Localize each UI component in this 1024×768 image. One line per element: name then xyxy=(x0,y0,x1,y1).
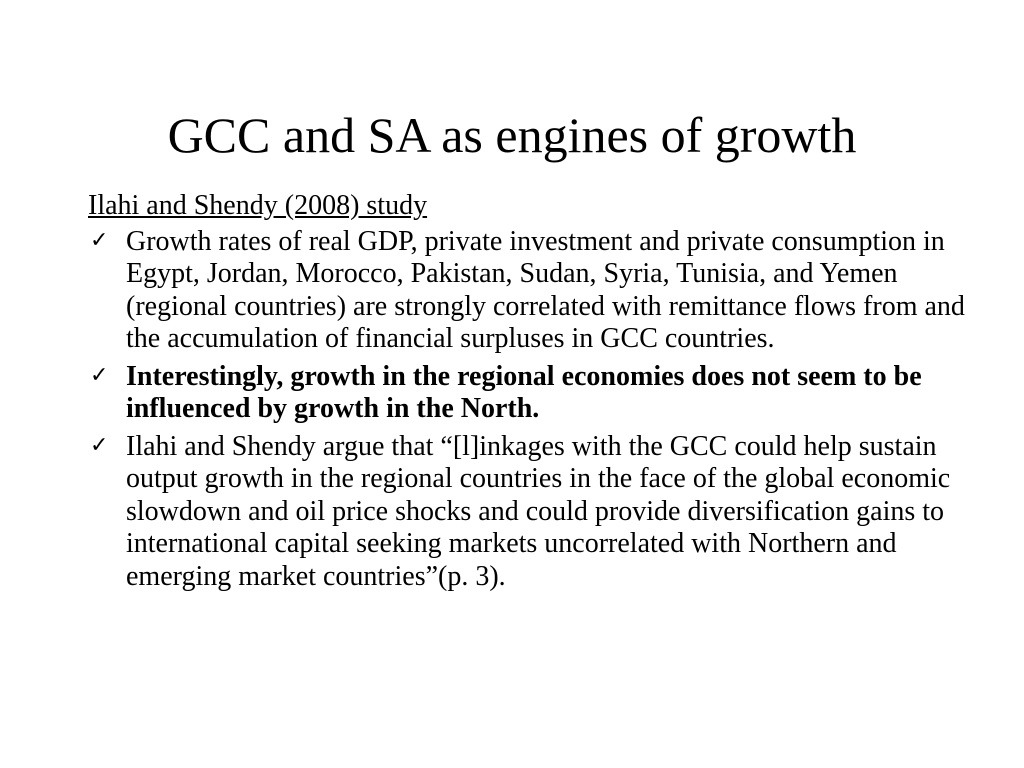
bullet-item-north-influence xyxy=(88,361,968,426)
slide-title: GCC and SA as engines of growth xyxy=(167,107,857,163)
check-mark-icon: ✓ xyxy=(90,432,109,458)
bullet-item-gcc-linkages xyxy=(88,431,968,594)
check-mark-icon: ✓ xyxy=(90,362,109,388)
bullet-list xyxy=(88,226,968,594)
bullet-text: Growth rates of real GDP, private investment and private consumption in Egypt, Jordan, Morocco, Pakistan, Sudan, Syria, Tunisia, and Yemen (regional countries) are strongly correlated with remittance flows from and the accumulation of financial surpluses in GCC countries. xyxy=(126,225,965,354)
study-subtitle: Ilahi and Shendy (2008) study xyxy=(88,190,428,221)
bullet-text: Interestingly, growth in the regional economies does not seem to be influenced by growth in the North. xyxy=(126,360,922,424)
slide-content xyxy=(88,190,968,598)
check-mark-icon: ✓ xyxy=(90,227,109,253)
bullet-text: Ilahi and Shendy argue that “[l]inkages with the GCC could help sustain output growth in the regional countries in the face of the global economic slowdown and oil price shocks and could provide diversification gains to international capital seeking markets uncorrelated with Northern and emerging market countries”(p. 3). xyxy=(126,430,951,592)
bullet-item-gdp-correlation xyxy=(88,226,968,356)
